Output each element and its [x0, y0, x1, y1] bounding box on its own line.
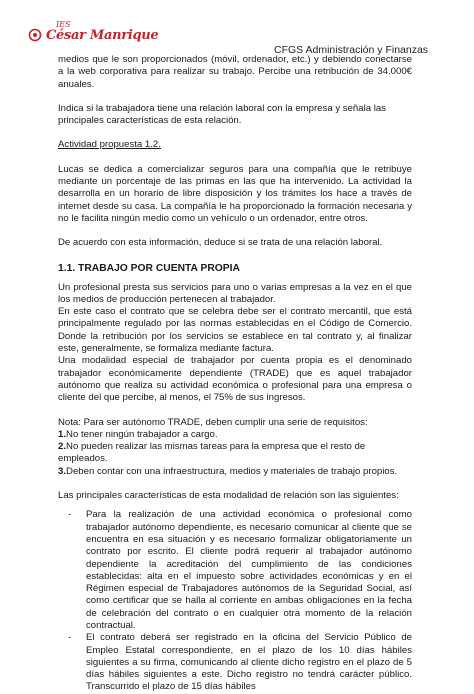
- requirement-number: 2.: [58, 441, 67, 453]
- logo-name: César Manrique: [46, 28, 159, 43]
- paragraph-continuation: medios que le son proporcionados (móvil, ordenador, etc.) y debiendo conectarse a la web corporativa para realizar su trabajo. Percibe una retribución de 34.000€ anuales.: [58, 54, 412, 90]
- document-body: [58, 54, 412, 694]
- school-logo: [28, 18, 159, 48]
- section-title: 1.1. TRABAJO POR CUENTA PROPIA: [58, 262, 240, 274]
- list-item-text: El contrato deberá ser registrado en la oficina del Servicio Público de Empleo Estatal correspondiente, en el plazo de los 10 días hábiles siguientes a su firma, comunicando al cliente dicho registro en el plazo de 5 días hábiles siguientes a este. Dicho registro no tendrá carácter público. Transcurrido el plazo de 15 días hábiles: [86, 632, 412, 693]
- paragraph-question: Indica si la trabajadora tiene una relación laboral con la empresa y señala las principales características de esta relación.: [58, 102, 386, 127]
- paragraph-case-lucas: Lucas se dedica a comercializar seguros para una compañía que le retribuye mediante un porcentaje de las primas en las que ha intervenido. La actividad la desarrolla en un horario de libre disposición y los trámites los hace a través de internet desde su casa. La compañía le ha proporcionado la formación necesaria y no le facilita ningún medio como un vehículo o un ordenador, entre otros.: [58, 163, 412, 224]
- course-header: CFGS Administración y Finanzas: [274, 44, 429, 56]
- bullet-marker: -: [68, 632, 72, 644]
- requirement-number: 1.: [58, 428, 67, 440]
- note-requirements: Nota: Para ser autónomo TRADE, deben cumplir una serie de requisitos:: [58, 416, 368, 428]
- logo-prefix: IES: [56, 20, 71, 29]
- bullet-marker: -: [68, 509, 72, 521]
- requirement-item: [58, 429, 412, 441]
- paragraph-trade: Una modalidad especial de trabajador por cuenta propia es el denominado trabajador económicamente dependiente (TRADE) que es aquel trabajador autónomo que realiza su actividad económica o profesional para una empresa o cliente del que percibe, al menos, el 75% de sus ingresos.: [58, 355, 412, 404]
- requirement-number: 3.: [58, 465, 67, 477]
- requirement-item: [58, 441, 412, 466]
- requirement-item: [58, 466, 412, 478]
- paragraph-contract: En este caso el contrato que se celebra debe ser el contrato mercantil, que está principalmente regulado por las normas establecidas en el Código de Comercio. Donde la retribución por los servicios se establece en tal contrato y, al finalizar este, generalmente, se formaliza mediante factura.: [58, 306, 412, 355]
- requirement-text: Deben contar con una infraestructura, medios y materiales de trabajo propios.: [66, 465, 398, 477]
- list-item-text: Para la realización de una actividad económica o profesional como trabajador autónomo dependiente, es necesario comunicar al cliente que se encuentra en esa situación y es necesario formalizar obligatoriamente un contrato por escrito. El cliente podrá requerir al trabajador autónomo dependiente la acreditación del cumplimiento de las condiciones establecidas: alta en el impuesto sobre actividades económicas y en el Régimen especial de Trabajadores autónomos de la Seguridad Social, así como certificar que se halla al corriente en ambas obligaciones en la fecha de celebración del contrato o en cualquier otra momento de la relación contractual.: [86, 509, 412, 631]
- characteristics-list: [58, 509, 412, 693]
- list-item: [58, 509, 412, 632]
- activity-title: Actividad propuesta 1.2.: [58, 139, 161, 151]
- paragraph-definition: Un profesional presta sus servicios para uno o varias empresas a la vez en el que los medios de producción pertenecen al trabajador.: [58, 281, 412, 305]
- paragraph-deduce: De acuerdo con esta información, deduce si se trata de una relación laboral.: [58, 237, 383, 249]
- requirement-text: No tener ningún trabajador a cargo.: [66, 428, 218, 440]
- logo-symbol-icon: [28, 28, 42, 42]
- requirement-text: No pueden realizar las mismas tareas para la empresa que el resto de empleados.: [58, 441, 366, 465]
- list-item: [58, 632, 412, 693]
- paragraph-characteristics: Las principales características de esta modalidad de relación son las siguientes:: [58, 490, 399, 502]
